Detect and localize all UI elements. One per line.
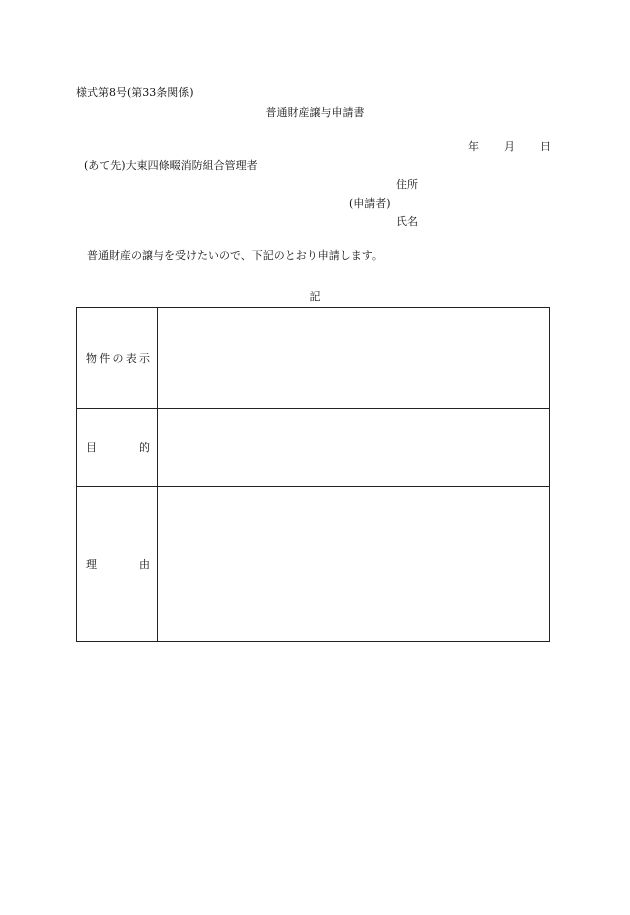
value-cell-reason[interactable] [158,486,550,641]
ki-heading: 記 [309,290,321,303]
table-row [77,308,550,409]
application-table [76,307,550,642]
label-char: の [112,352,124,366]
applicant-role-label: (申請者) [349,197,391,210]
value-cell-purpose[interactable] [158,409,550,486]
label-char: 理 [86,557,97,571]
label-char: 目 [86,441,97,455]
table-row [77,409,550,486]
label-cell-property [77,308,158,409]
label-cell-purpose [77,409,158,486]
label-char: 物 [86,352,97,366]
label-char: 表 [125,352,137,366]
label-reason [77,556,157,572]
addressee: (あて先)大東四條畷消防組合管理者 [84,159,258,172]
address-label: 住所 [396,178,418,191]
label-purpose [77,439,157,455]
label-cell-reason [77,486,158,641]
application-statement: 普通財産の譲与を受けたいので、下記のとおり申請します。 [87,249,383,262]
value-cell-property[interactable] [158,308,550,409]
date-day-label: 日 [540,140,551,153]
document-title: 普通財産譲与申請書 [265,106,365,119]
label-char: 示 [139,352,150,366]
form-number: 様式第8号(第33条関係) [76,86,194,99]
date-month-label: 月 [504,140,515,153]
label-char: 的 [139,441,150,455]
label-char: 由 [139,557,150,571]
table-row [77,486,550,641]
label-char: 件 [99,352,111,366]
name-label: 氏名 [396,215,418,228]
label-property [77,350,157,366]
date-year-label: 年 [468,140,479,153]
